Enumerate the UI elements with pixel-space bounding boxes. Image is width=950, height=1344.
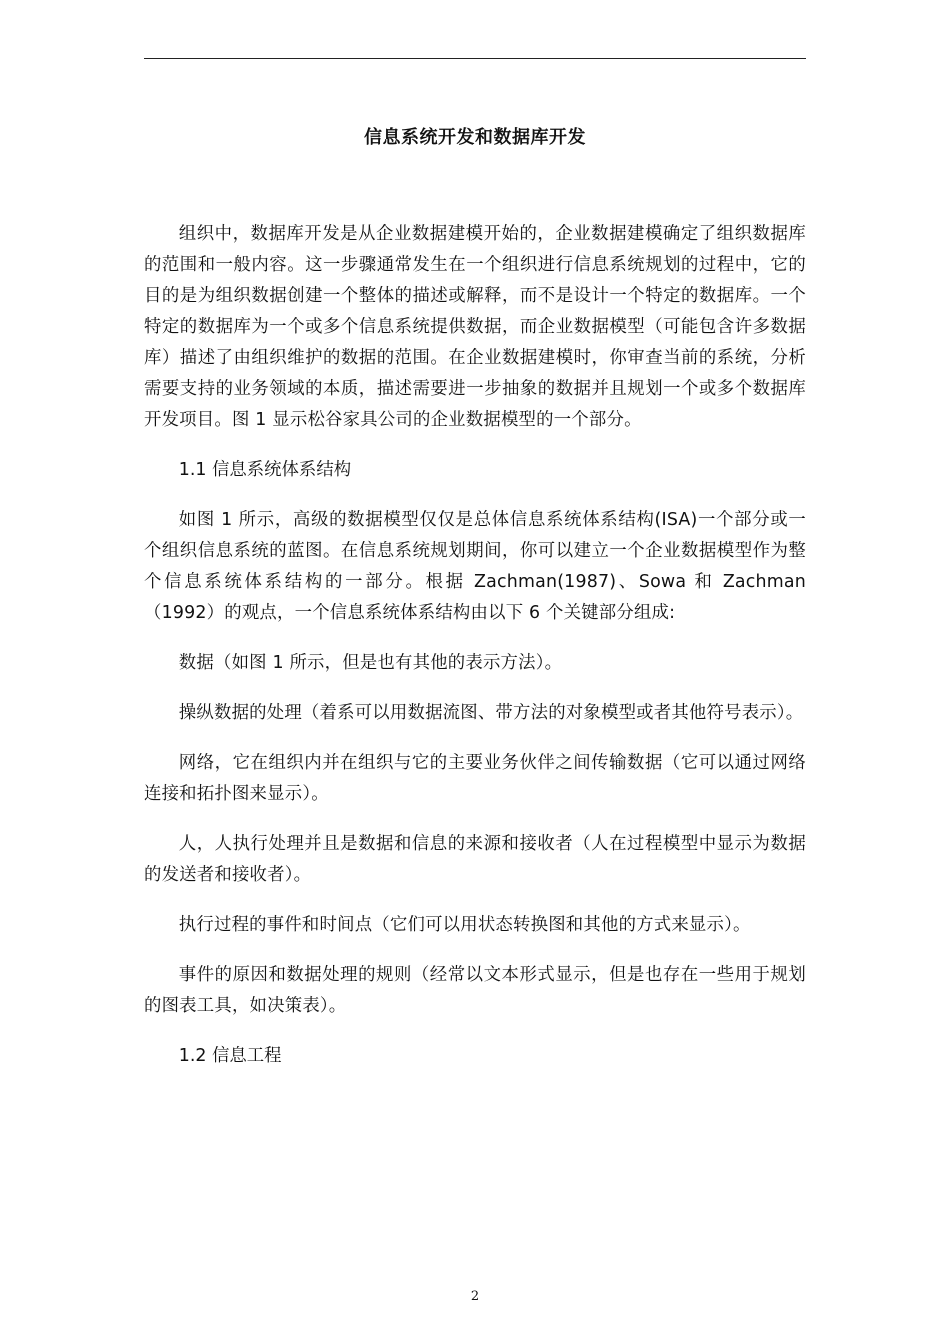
document-title: 信息系统开发和数据库开发 bbox=[364, 127, 586, 148]
paragraph-isa-people: 人，人执行处理并且是数据和信息的来源和接收者（人在过程模型中显示为数据的发送者和接收者）。 bbox=[144, 834, 806, 885]
page-number: 2 bbox=[470, 1289, 480, 1304]
section-heading-1-2: 1.2 信息工程 bbox=[178, 1046, 282, 1066]
paragraph-enterprise-data-modeling: 组织中，数据库开发是从企业数据建模开始的，企业数据建模确定了组织数据库的范围和一般内容。这一步骤通常发生在一个组织进行信息系统规划的过程中，它的目的是为组织数据创建一个整体的描述或解释，而不是设计一个特定的数据库。一个特定的数据库为一个或多个信息系统提供数据，而企业数据模型（可能包含许多数据库）描述了由组织维护的数据的范围。在企业数据建模时，你审查当前的系统，分析需要支持的业务领域的本质，描述需要进一步抽象的数据并且规划一个或多个数据库开发项目。图 1 显示松谷家具公司的企业数据模型的一个部分。 bbox=[144, 224, 806, 430]
paragraph-isa-data: 数据（如图 1 所示，但是也有其他的表示方法）。 bbox=[178, 653, 563, 673]
paragraph-isa-network: 网络，它在组织内并在组织与它的主要业务伙伴之间传输数据（它可以通过网络连接和拓扑图来显示）。 bbox=[144, 753, 806, 804]
section-heading-1-1: 1.1 信息系统体系结构 bbox=[178, 460, 352, 480]
page-body bbox=[144, 124, 806, 1091]
paragraph-isa-overview: 如图 1 所示，高级的数据模型仅仅是总体信息系统体系结构(ISA)一个部分或一个组织信息系统的蓝图。在信息系统规划期间，你可以建立一个企业数据模型作为整个信息系统体系结构的一部分。根据 Zachman(1987)、Sowa 和 Zachman（1992）的观点，一个信息系统体系结构由以下 6 个关键部分组成: bbox=[144, 510, 806, 623]
header-rule bbox=[144, 58, 806, 59]
paragraph-isa-processes: 操纵数据的处理（着系可以用数据流图、带方法的对象模型或者其他符号表示）。 bbox=[178, 703, 804, 723]
paragraph-isa-rules: 事件的原因和数据处理的规则（经常以文本形式显示，但是也存在一些用于规划的图表工具，如决策表）。 bbox=[144, 965, 806, 1016]
paragraph-isa-events: 执行过程的事件和时间点（它们可以用状态转换图和其他的方式来显示）。 bbox=[178, 915, 751, 935]
